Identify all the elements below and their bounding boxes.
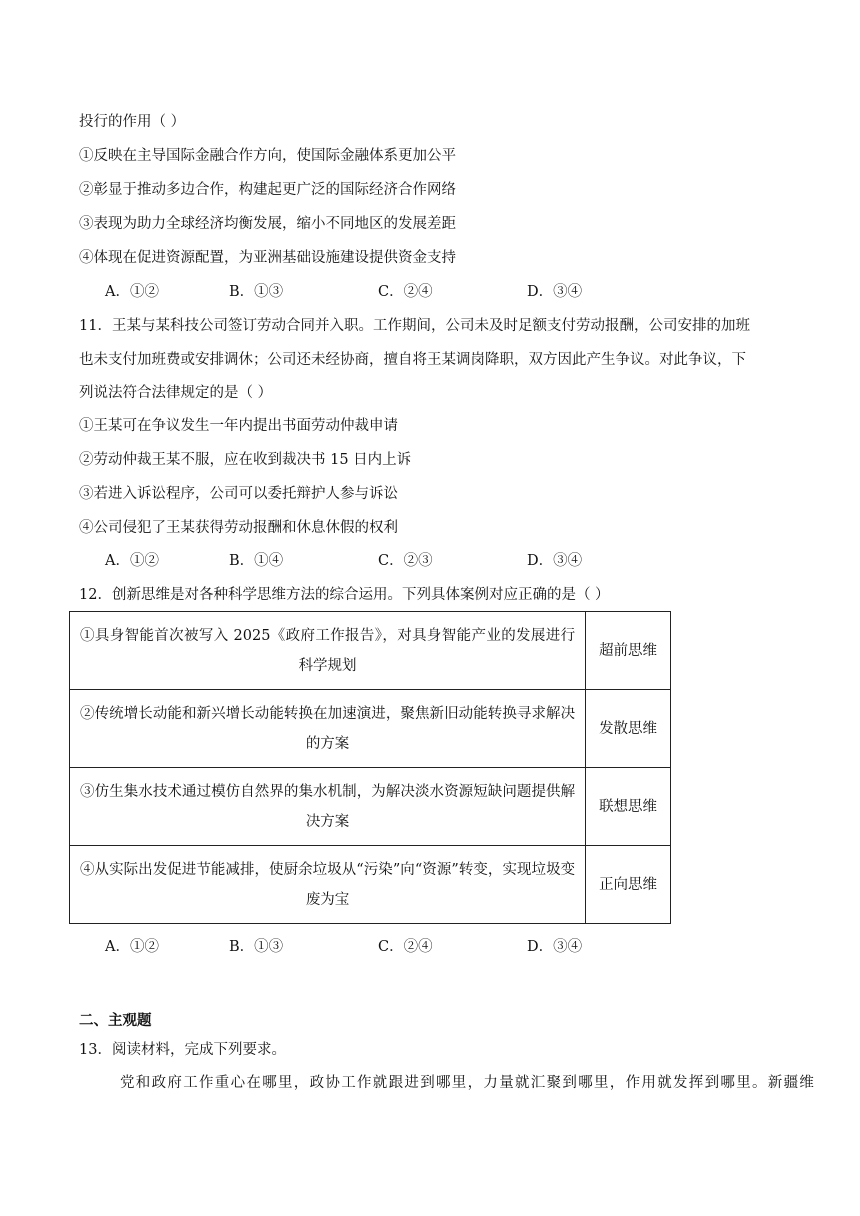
q11-stem-line-2: 也未支付加班费或安排调休；公司还未经协商，擅自将王某调岗降职，双方因此产生争议。对此争议，下 [79, 352, 746, 368]
q10-choice-c: C．②④ [378, 284, 433, 300]
q11-choice-c: C．②③ [378, 553, 433, 569]
q12-choice-d: D．③④ [527, 939, 583, 955]
q11-choice-b: B．①④ [229, 553, 284, 569]
q12-label-4: 正向思维 [586, 846, 671, 924]
q12-case-1: ①具身智能首次被写入 2025《政府工作报告》，对具身智能产业的发展进行科学规划 [70, 612, 586, 690]
q12-choice-b: B．①③ [229, 939, 284, 955]
table-row [70, 846, 671, 924]
q10-choice-a: A．①② [105, 284, 159, 300]
q12-case-4: ④从实际出发促进节能减排，使厨余垃圾从“污染”向“资源”转变，实现垃圾变废为宝 [70, 846, 586, 924]
q10-stem-tail: 投行的作用（ ） [79, 114, 186, 130]
q11-option-3: ③若进入诉讼程序，公司可以委托辩护人参与诉讼 [79, 486, 398, 502]
table-row [70, 690, 671, 768]
q12-label-2: 发散思维 [586, 690, 671, 768]
q10-option-2: ②彰显于推动多边合作，构建起更广泛的国际经济合作网络 [79, 182, 456, 198]
q11-choice-d: D．③④ [527, 553, 583, 569]
q12-label-3: 联想思维 [586, 768, 671, 846]
q11-option-2: ②劳动仲裁王某不服，应在收到裁决书 15 日内上诉 [79, 452, 412, 468]
q11-option-1: ①王某可在争议发生一年内提出书面劳动仲裁申请 [79, 418, 398, 434]
q10-choice-b: B．①③ [229, 284, 284, 300]
q12-choice-a: A．①② [105, 939, 159, 955]
q12-case-table [69, 611, 671, 924]
q12-case-2: ②传统增长动能和新兴增长动能转换在加速演进，聚焦新旧动能转换寻求解决的方案 [70, 690, 586, 768]
q12-case-3: ③仿生集水技术通过模仿自然界的集水机制，为解决淡水资源短缺问题提供解决方案 [70, 768, 586, 846]
q13-material: 党和政府工作重心在哪里，政协工作就跟进到哪里，力量就汇聚到哪里，作用就发挥到哪里。新疆维 [120, 1075, 816, 1091]
q11-option-4: ④公司侵犯了王某获得劳动报酬和休息休假的权利 [79, 520, 398, 536]
q13-stem: 13．阅读材料，完成下列要求。 [79, 1042, 286, 1058]
q10-choice-d: D．③④ [527, 284, 583, 300]
q10-option-4: ④体现在促进资源配置，为亚洲基础设施建设提供资金支持 [79, 250, 456, 266]
q11-choice-a: A．①② [105, 553, 159, 569]
q11-stem-line-3: 列说法符合法律规定的是（ ） [79, 385, 273, 401]
table-row [70, 612, 671, 690]
q10-option-3: ③表现为助力全球经济均衡发展，缩小不同地区的发展差距 [79, 216, 456, 232]
q12-label-1: 超前思维 [586, 612, 671, 690]
q10-option-1: ①反映在主导国际金融合作方向，使国际金融体系更加公平 [79, 148, 456, 164]
q11-stem-line-1: 11．王某与某科技公司签订劳动合同并入职。工作期间，公司未及时足额支付劳动报酬，公司安排的加班 [79, 318, 750, 334]
q12-choice-c: C．②④ [378, 939, 433, 955]
q12-stem: 12．创新思维是对各种科学思维方法的综合运用。下列具体案例对应正确的是（ ） [79, 587, 610, 603]
section-title: 二、主观题 [79, 1013, 152, 1029]
table-row [70, 768, 671, 846]
